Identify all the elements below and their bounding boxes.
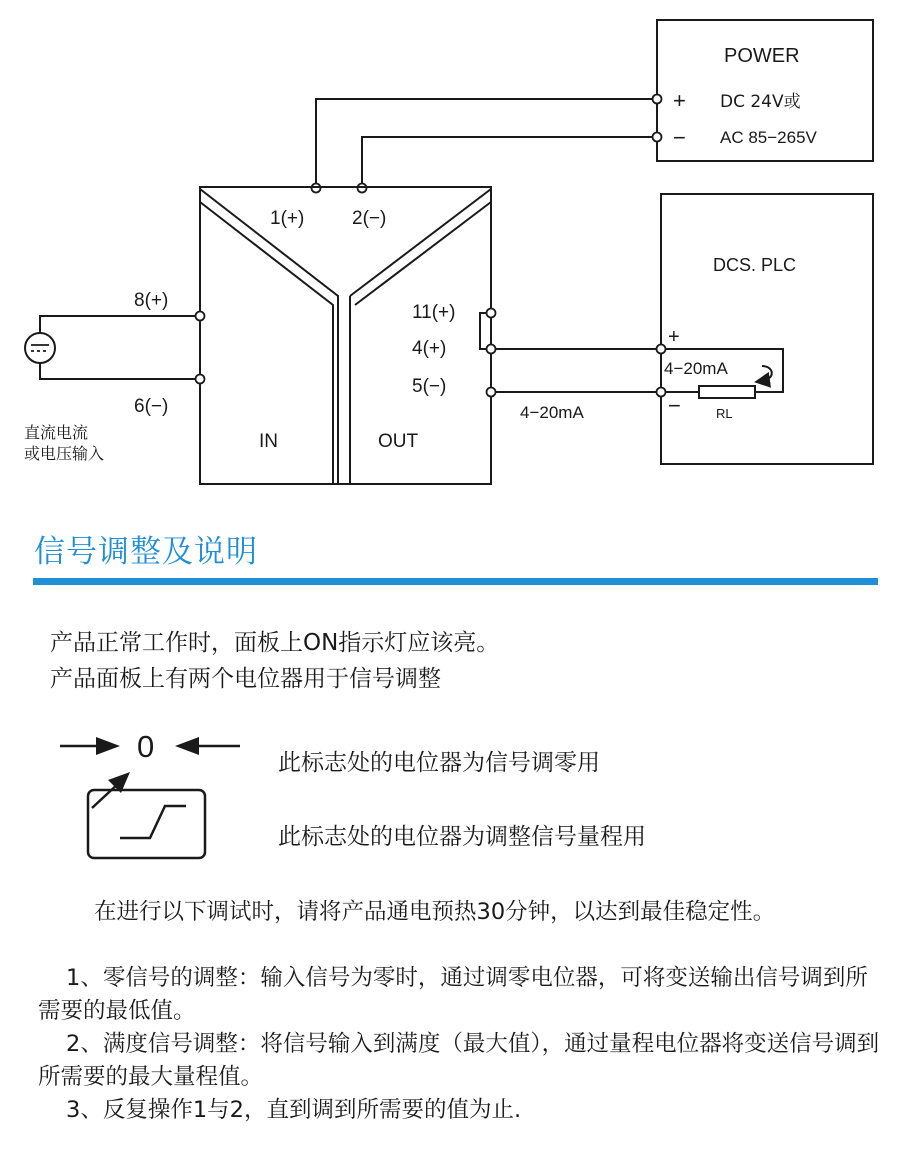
- power-minus-sign: −: [673, 125, 686, 150]
- section-heading: 信号调整及说明: [34, 534, 258, 570]
- resistor-label: RL: [716, 406, 733, 421]
- instruction-paragraph-4: 3、反复操作1与2，直到调到所需要的值为止.: [66, 1097, 522, 1123]
- dcs-minus-sign: −: [668, 393, 681, 418]
- zero-left-arrow-head: [175, 737, 199, 755]
- intro-line-1: 产品正常工作时，面板上ON指示灯应该亮。: [50, 630, 500, 656]
- input-caption-line1: 直流电流: [24, 423, 89, 442]
- zero-legend-text: 此标志处的电位器为信号调零用: [278, 750, 600, 776]
- terminal-6-label: 6(−): [134, 396, 169, 417]
- span-ramp-line: [120, 806, 186, 838]
- intro-line-2: 产品面板上有两个电位器用于信号调整: [50, 666, 441, 692]
- in-label: IN: [259, 431, 278, 452]
- instruction-paragraph-1: 在进行以下调试时，请将产品通电预热30分钟，以达到最佳稳定性。: [94, 899, 776, 925]
- out-label: OUT: [378, 431, 419, 452]
- terminal-1-label: 1(+): [270, 208, 305, 229]
- terminal-8-label: 8(+): [134, 290, 169, 311]
- dcs-plus-sign: +: [668, 326, 680, 348]
- terminal-5-label: 5(−): [412, 376, 447, 397]
- power-plus-sign: +: [673, 88, 686, 113]
- instruction-paragraph-3: 2、满度信号调整：将信号输入到满度（最大值），通过量程电位器将变送信号调到所需要的最大量程值。: [38, 1031, 880, 1090]
- span-legend-text: 此标志处的电位器为调整信号量程用: [278, 824, 646, 850]
- zero-right-arrow-head: [96, 737, 120, 755]
- span-potentiometer-icon: [88, 790, 205, 858]
- power-spec-line2: AC 85−265V: [720, 128, 817, 147]
- zero-symbol: 0: [137, 729, 155, 764]
- terminal-11-label: 11(+): [412, 302, 456, 323]
- dcs-title: DCS. PLC: [713, 255, 797, 275]
- instruction-paragraph-2: 1、零信号的调整：输入信号为零时，通过调零电位器，可将变送输出信号调到所需要的最低值。: [38, 965, 868, 1024]
- input-caption-line2: 或电压输入: [24, 444, 105, 463]
- power-title: POWER: [724, 45, 800, 67]
- terminal-4-label: 4(+): [412, 338, 447, 359]
- loop-current-label: 4−20mA: [664, 359, 728, 378]
- power-spec-line1: DC 24V或: [720, 92, 801, 112]
- terminal-2-label: 2(−): [352, 208, 387, 229]
- output-wire-label: 4−20mA: [520, 403, 584, 422]
